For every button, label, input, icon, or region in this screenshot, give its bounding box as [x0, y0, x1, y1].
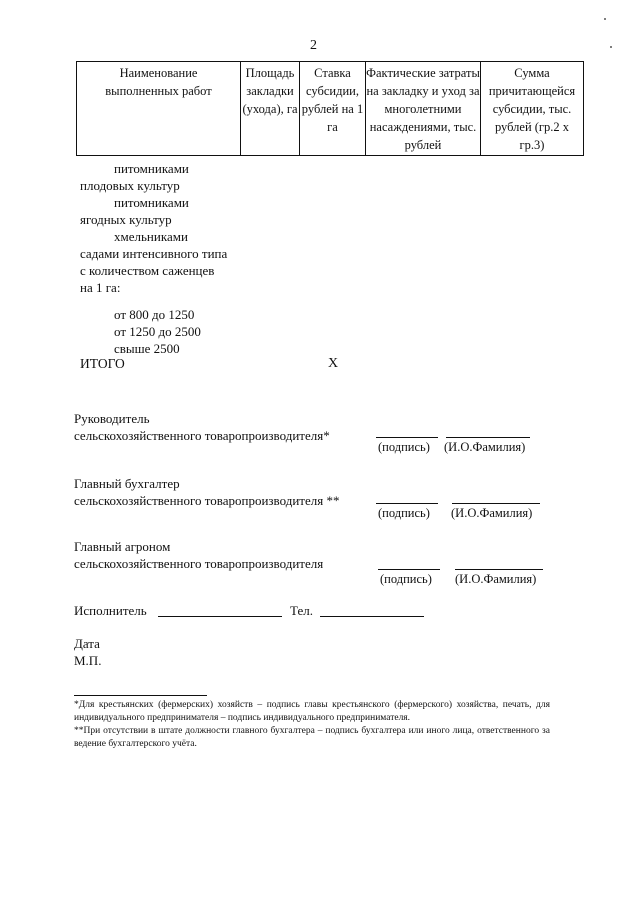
accountant-name-hint: (И.О.Фамилия) [451, 506, 533, 520]
row-label: от 1250 до 2500 [114, 324, 201, 339]
footnote-2: **При отсутствии в штате должности главного бухгалтера – подпись бухгалтера или иного лица, ответственного за ведение бухгалтерского учёта. [74, 726, 550, 749]
executor-line [158, 616, 282, 617]
row-label: от 800 до 1250 [114, 307, 195, 322]
agronomist-sign-line [378, 569, 440, 570]
footnote-divider [74, 695, 207, 696]
phone-line [320, 616, 424, 617]
executor-label: Исполнитель [74, 603, 147, 618]
row-label: питомниками [114, 195, 189, 210]
row-label: на 1 га: [80, 280, 121, 295]
header-cell-costs: Фактические затраты на закладку и уход за многолетними насаждениями, тыс. рублей [365, 61, 481, 156]
agronomist-sign-hint: (подпись) [380, 572, 432, 586]
row-label: с количеством саженцев [80, 263, 215, 278]
agronomist-name-hint: (И.О.Фамилия) [455, 572, 537, 586]
head-name-line [446, 437, 530, 438]
head-sign-line [376, 437, 438, 438]
head-title-2: сельскохозяйственного товаропроизводителя* [74, 428, 330, 443]
head-name-hint: (И.О.Фамилия) [444, 440, 526, 454]
agronomist-title-2: сельскохозяйственного товаропроизводителя [74, 556, 324, 571]
total-label: ИТОГО [80, 356, 125, 371]
row-label: садами интенсивного типа [80, 246, 228, 261]
header-cell-subsidy: Сумма причитающейся субсидии, тыс. рублей (гр.2 х гр.3) [480, 61, 584, 156]
head-sign-hint: (подпись) [378, 440, 430, 454]
page-number: 2 [310, 38, 317, 53]
header-cell-area: Площадь закладки (ухода), га [240, 61, 300, 156]
row-label: питомниками [114, 161, 189, 176]
phone-label: Тел. [290, 603, 313, 618]
accountant-name-line [452, 503, 540, 504]
header-cell-rate: Ставка субсидии, рублей на 1 га [299, 61, 366, 156]
row-label: свыше 2500 [114, 341, 180, 356]
row-label: хмельниками [114, 229, 188, 244]
seal-label: М.П. [74, 653, 102, 668]
accountant-title-2: сельскохозяйственного товаропроизводителя ** [74, 493, 340, 508]
accountant-sign-line [376, 503, 438, 504]
header-cell-works: Наименование выполненных работ [76, 61, 241, 156]
total-mark: Х [328, 356, 339, 371]
row-label: ягодных культур [80, 212, 172, 227]
date-label: Дата [74, 636, 100, 651]
head-title: Руководитель [74, 411, 150, 426]
agronomist-name-line [455, 569, 543, 570]
agronomist-title: Главный агроном [74, 539, 171, 554]
accountant-title: Главный бухгалтер [74, 476, 180, 491]
scan-speck [604, 18, 606, 20]
scan-speck [610, 46, 612, 48]
accountant-sign-hint: (подпись) [378, 506, 430, 520]
row-label: плодовых культур [80, 178, 180, 193]
footnote-1: *Для крестьянских (фермерских) хозяйств – подпись главы крестьянского (фермерского) хозяйства, печать, для индивидуального предпринимателя – подпись индивидуального предпринимателя. [74, 700, 550, 723]
